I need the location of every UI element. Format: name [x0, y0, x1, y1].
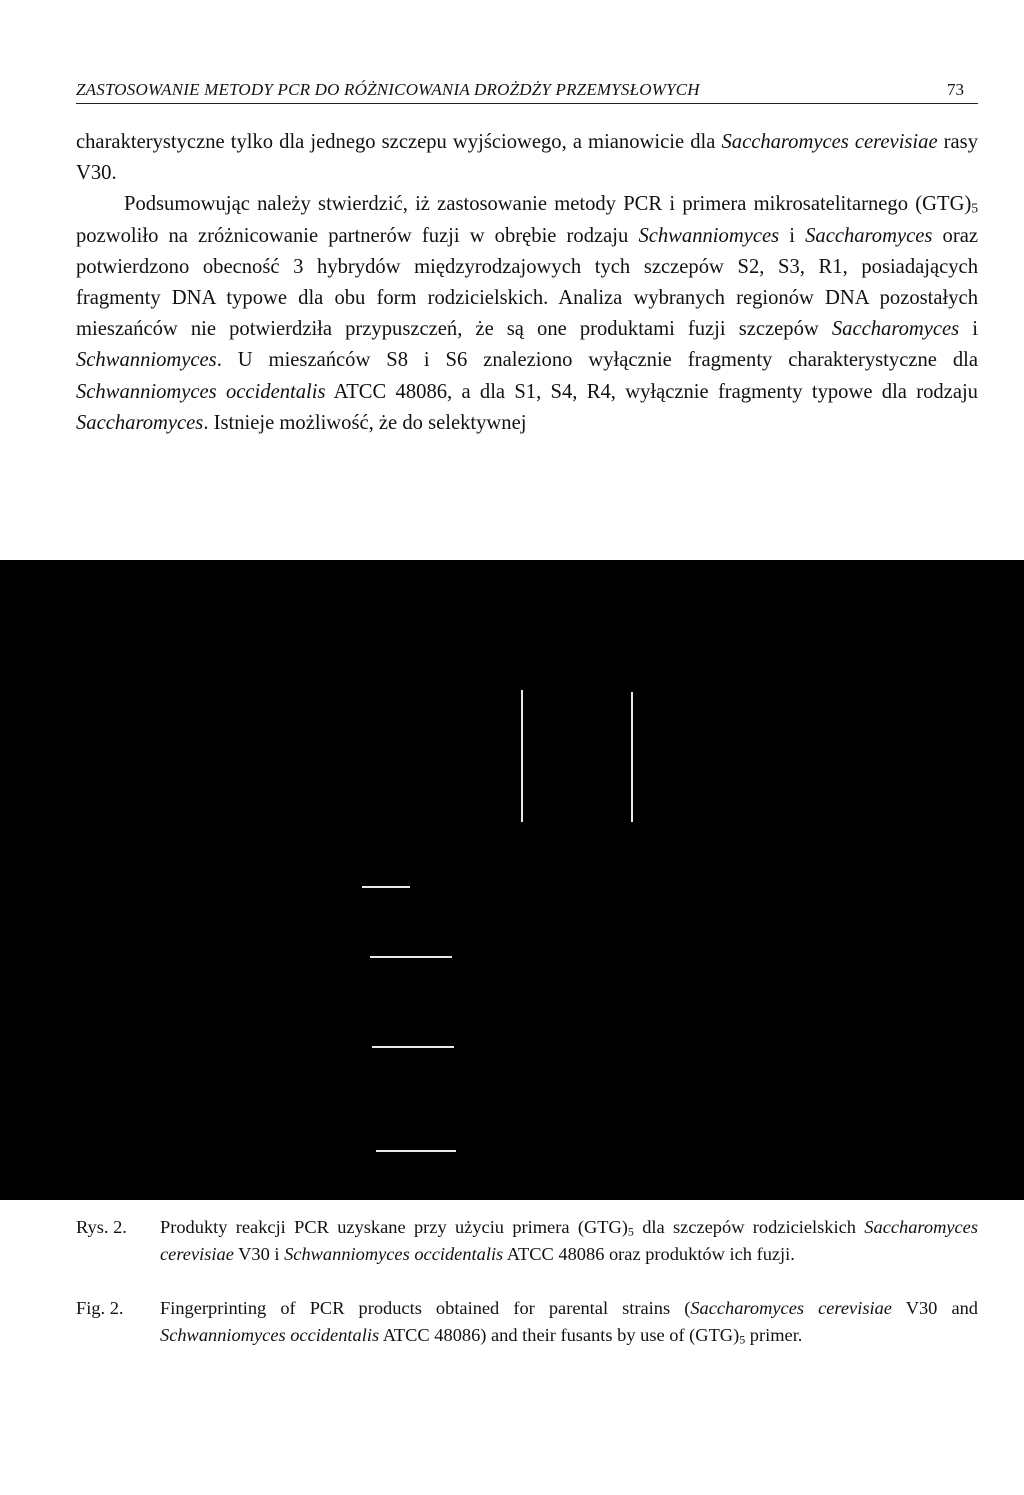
page-number: 73 [947, 80, 964, 99]
genus-name: Saccharomyces [805, 224, 933, 247]
gel-background [0, 560, 1024, 1200]
genus-name: Saccharomyces [831, 318, 960, 341]
running-header [76, 79, 978, 104]
text-run: rasy V30. [76, 131, 978, 185]
text-run: i [779, 224, 806, 247]
text-run: ATCC 48086) and their fusants by use of (GTG) [379, 1325, 740, 1345]
text-run: . Istnieje możliwość, że do selektywnej [203, 411, 527, 434]
caption-text [160, 1214, 978, 1268]
subscript: 5 [627, 1224, 634, 1239]
gel-image [0, 560, 1024, 1200]
text-run: Podsumowując należy stwierdzić, iż zastosowanie metody PCR i primera mikrosatelitarnego (GTG) [124, 193, 972, 216]
species-name: Schwanniomyces occidentalis [284, 1244, 504, 1264]
text-run: i [959, 318, 978, 341]
species-name: Schwanniomyces occidentalis [76, 380, 326, 403]
text-run: V30 i [233, 1244, 285, 1264]
text-run: primer. [745, 1325, 803, 1345]
text-run: Fingerprinting of PCR products obtained for parental strains ( [160, 1298, 691, 1318]
species-name: Saccharomyces cerevisiae [160, 1217, 978, 1264]
caption-label: Fig. 2. [76, 1298, 124, 1318]
figure-caption-english [76, 1295, 978, 1349]
text-run: ATCC 48086, a dla S1, S4, R4, wyłącznie fragmenty typowe dla rodzaju [325, 380, 978, 403]
paragraph-2 [76, 189, 978, 439]
caption-label: Rys. 2. [76, 1217, 127, 1237]
text-run: ATCC 48086 oraz produktów ich fuzji. [503, 1244, 795, 1264]
paragraph-1 [76, 127, 978, 189]
gel-electrophoresis-figure [0, 560, 1024, 1200]
genus-name: Schwanniomyces [638, 224, 780, 247]
genus-name: Schwanniomyces [76, 349, 217, 372]
figure-caption-polish [76, 1214, 978, 1268]
text-run: oraz potwierdzono obecność 3 hybrydów międzyrodzajowych tych szczepów S2, S3, R1, posiadających fragmenty DNA typowe dla obu form rodzicielskich. Analiza wybranych regionów DNA pozostałych mieszańców nie potwierdziła przypuszczeń, że są one produktami fuzji szczepów [76, 224, 978, 341]
running-header-title: ZASTOSOWANIE METODY PCR DO RÓŻNICOWANIA DROŻDŻY PRZEMYSŁOWYCH [76, 80, 700, 99]
subscript: 5 [971, 201, 978, 217]
species-name: Saccharomyces cerevisiae [721, 131, 938, 153]
text-run: . U mieszańców S8 i S6 znaleziono wyłącznie fragmenty charakterystyczne dla [216, 349, 978, 372]
genus-name: Saccharomyces [76, 411, 204, 434]
text-run: V30 and [891, 1298, 978, 1318]
text-run: dla szczepów rodzicielskich [633, 1217, 865, 1237]
species-name: Schwanniomyces occidentalis [160, 1325, 380, 1345]
text-run: pozwoliło na zróżnicowanie partnerów fuzji w obrębie rodzaju [76, 224, 639, 247]
text-run: charakterystyczne tylko dla jednego szczepu wyjściowego, a mianowicie dla [76, 131, 722, 153]
text-run: Produkty reakcji PCR uzyskane przy użyciu primera (GTG) [160, 1217, 628, 1237]
species-name: Saccharomyces cerevisiae [690, 1298, 892, 1318]
subscript: 5 [739, 1332, 746, 1347]
caption-text [160, 1295, 978, 1349]
body-text [76, 127, 978, 439]
